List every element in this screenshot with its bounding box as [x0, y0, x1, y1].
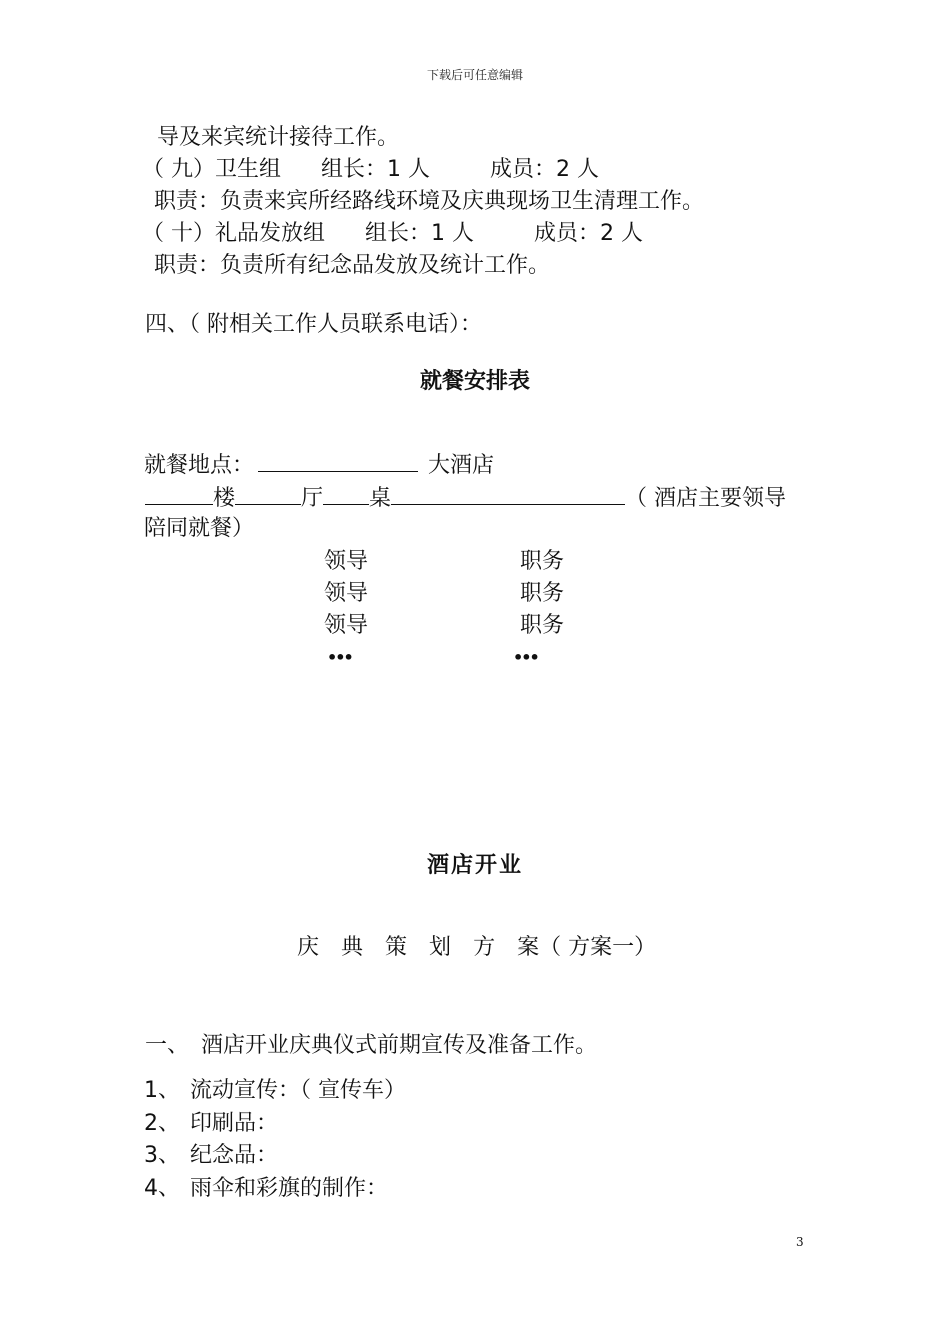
group-name: （ 十）礼品发放组 — [142, 221, 325, 246]
group-members: 成员：2 人 — [490, 157, 599, 182]
section-number: 一、 — [145, 1033, 190, 1058]
position-cell: 职务 — [520, 613, 565, 638]
group-gift — [142, 219, 643, 249]
item-text: 印刷品： — [190, 1111, 279, 1136]
text-line: 导及来宾统计接待工作。 — [157, 125, 400, 150]
group-leader: 组长：1 人 — [365, 221, 474, 246]
list-item — [144, 1174, 388, 1204]
item-text: 流动宣传：（ 宣传车） — [190, 1078, 406, 1103]
dining-title: 就餐安排表 — [419, 369, 530, 394]
subtitle-char: 庆 — [297, 935, 320, 960]
location-label: 就餐地点： — [144, 453, 255, 478]
page-header: 下载后可任意编辑 — [426, 68, 523, 82]
subtitle-char: 案（ 方案一） — [517, 935, 657, 960]
item-text: 雨伞和彩旗的制作： — [190, 1176, 389, 1201]
blank-line — [235, 482, 301, 505]
leader-cell: 领导 — [324, 549, 369, 574]
text-line: 陪同就餐） — [144, 516, 255, 541]
item-number: 2、 — [144, 1111, 180, 1136]
leader-cell: 领导 — [324, 613, 369, 638]
hall-label: 厅 — [301, 486, 324, 511]
text-line: 职责：负责所有纪念品发放及统计工作。 — [154, 253, 551, 278]
ellipsis: ••• — [327, 648, 352, 667]
section-one — [145, 1031, 597, 1061]
blank-line — [323, 482, 369, 505]
blank-line — [145, 482, 213, 505]
subtitle-char: 方 — [473, 935, 496, 960]
plan-title: 酒店开业 — [426, 853, 523, 878]
list-item — [144, 1076, 406, 1106]
group-name: （ 九）卫生组 — [142, 157, 281, 182]
text-line: 职责：负责来宾所经路线环境及庆典现场卫生清理工作。 — [154, 189, 705, 214]
list-item — [144, 1109, 278, 1139]
list-item — [144, 1141, 278, 1171]
dining-location — [144, 449, 494, 481]
ellipsis: ••• — [513, 648, 538, 667]
blank-line — [258, 449, 418, 472]
position-cell: 职务 — [520, 581, 565, 606]
location-suffix: 大酒店 — [428, 453, 495, 478]
item-number: 3、 — [144, 1143, 180, 1168]
subtitle-char: 划 — [429, 935, 452, 960]
group-members: 成员：2 人 — [534, 221, 643, 246]
section-text: 酒店开业庆典仪式前期宣传及准备工作。 — [201, 1033, 598, 1058]
group-leader: 组长：1 人 — [321, 157, 430, 182]
page-number: 3 — [796, 1235, 804, 1249]
dining-seat-line — [145, 482, 786, 514]
table-label: 桌 — [369, 486, 392, 511]
blank-line — [391, 482, 625, 505]
subtitle-char: 典 — [341, 935, 364, 960]
subtitle-char: 策 — [385, 935, 408, 960]
group-hygiene — [142, 155, 599, 185]
item-text: 纪念品： — [190, 1143, 279, 1168]
section-heading: 四、（ 附相关工作人员联系电话）： — [145, 312, 482, 337]
position-cell: 职务 — [520, 549, 565, 574]
plan-subtitle — [297, 933, 656, 963]
floor-label: 楼 — [213, 486, 236, 511]
accompany-text: （ 酒店主要领导 — [625, 486, 787, 511]
item-number: 4、 — [144, 1176, 180, 1201]
item-number: 1、 — [144, 1078, 180, 1103]
leader-cell: 领导 — [324, 581, 369, 606]
